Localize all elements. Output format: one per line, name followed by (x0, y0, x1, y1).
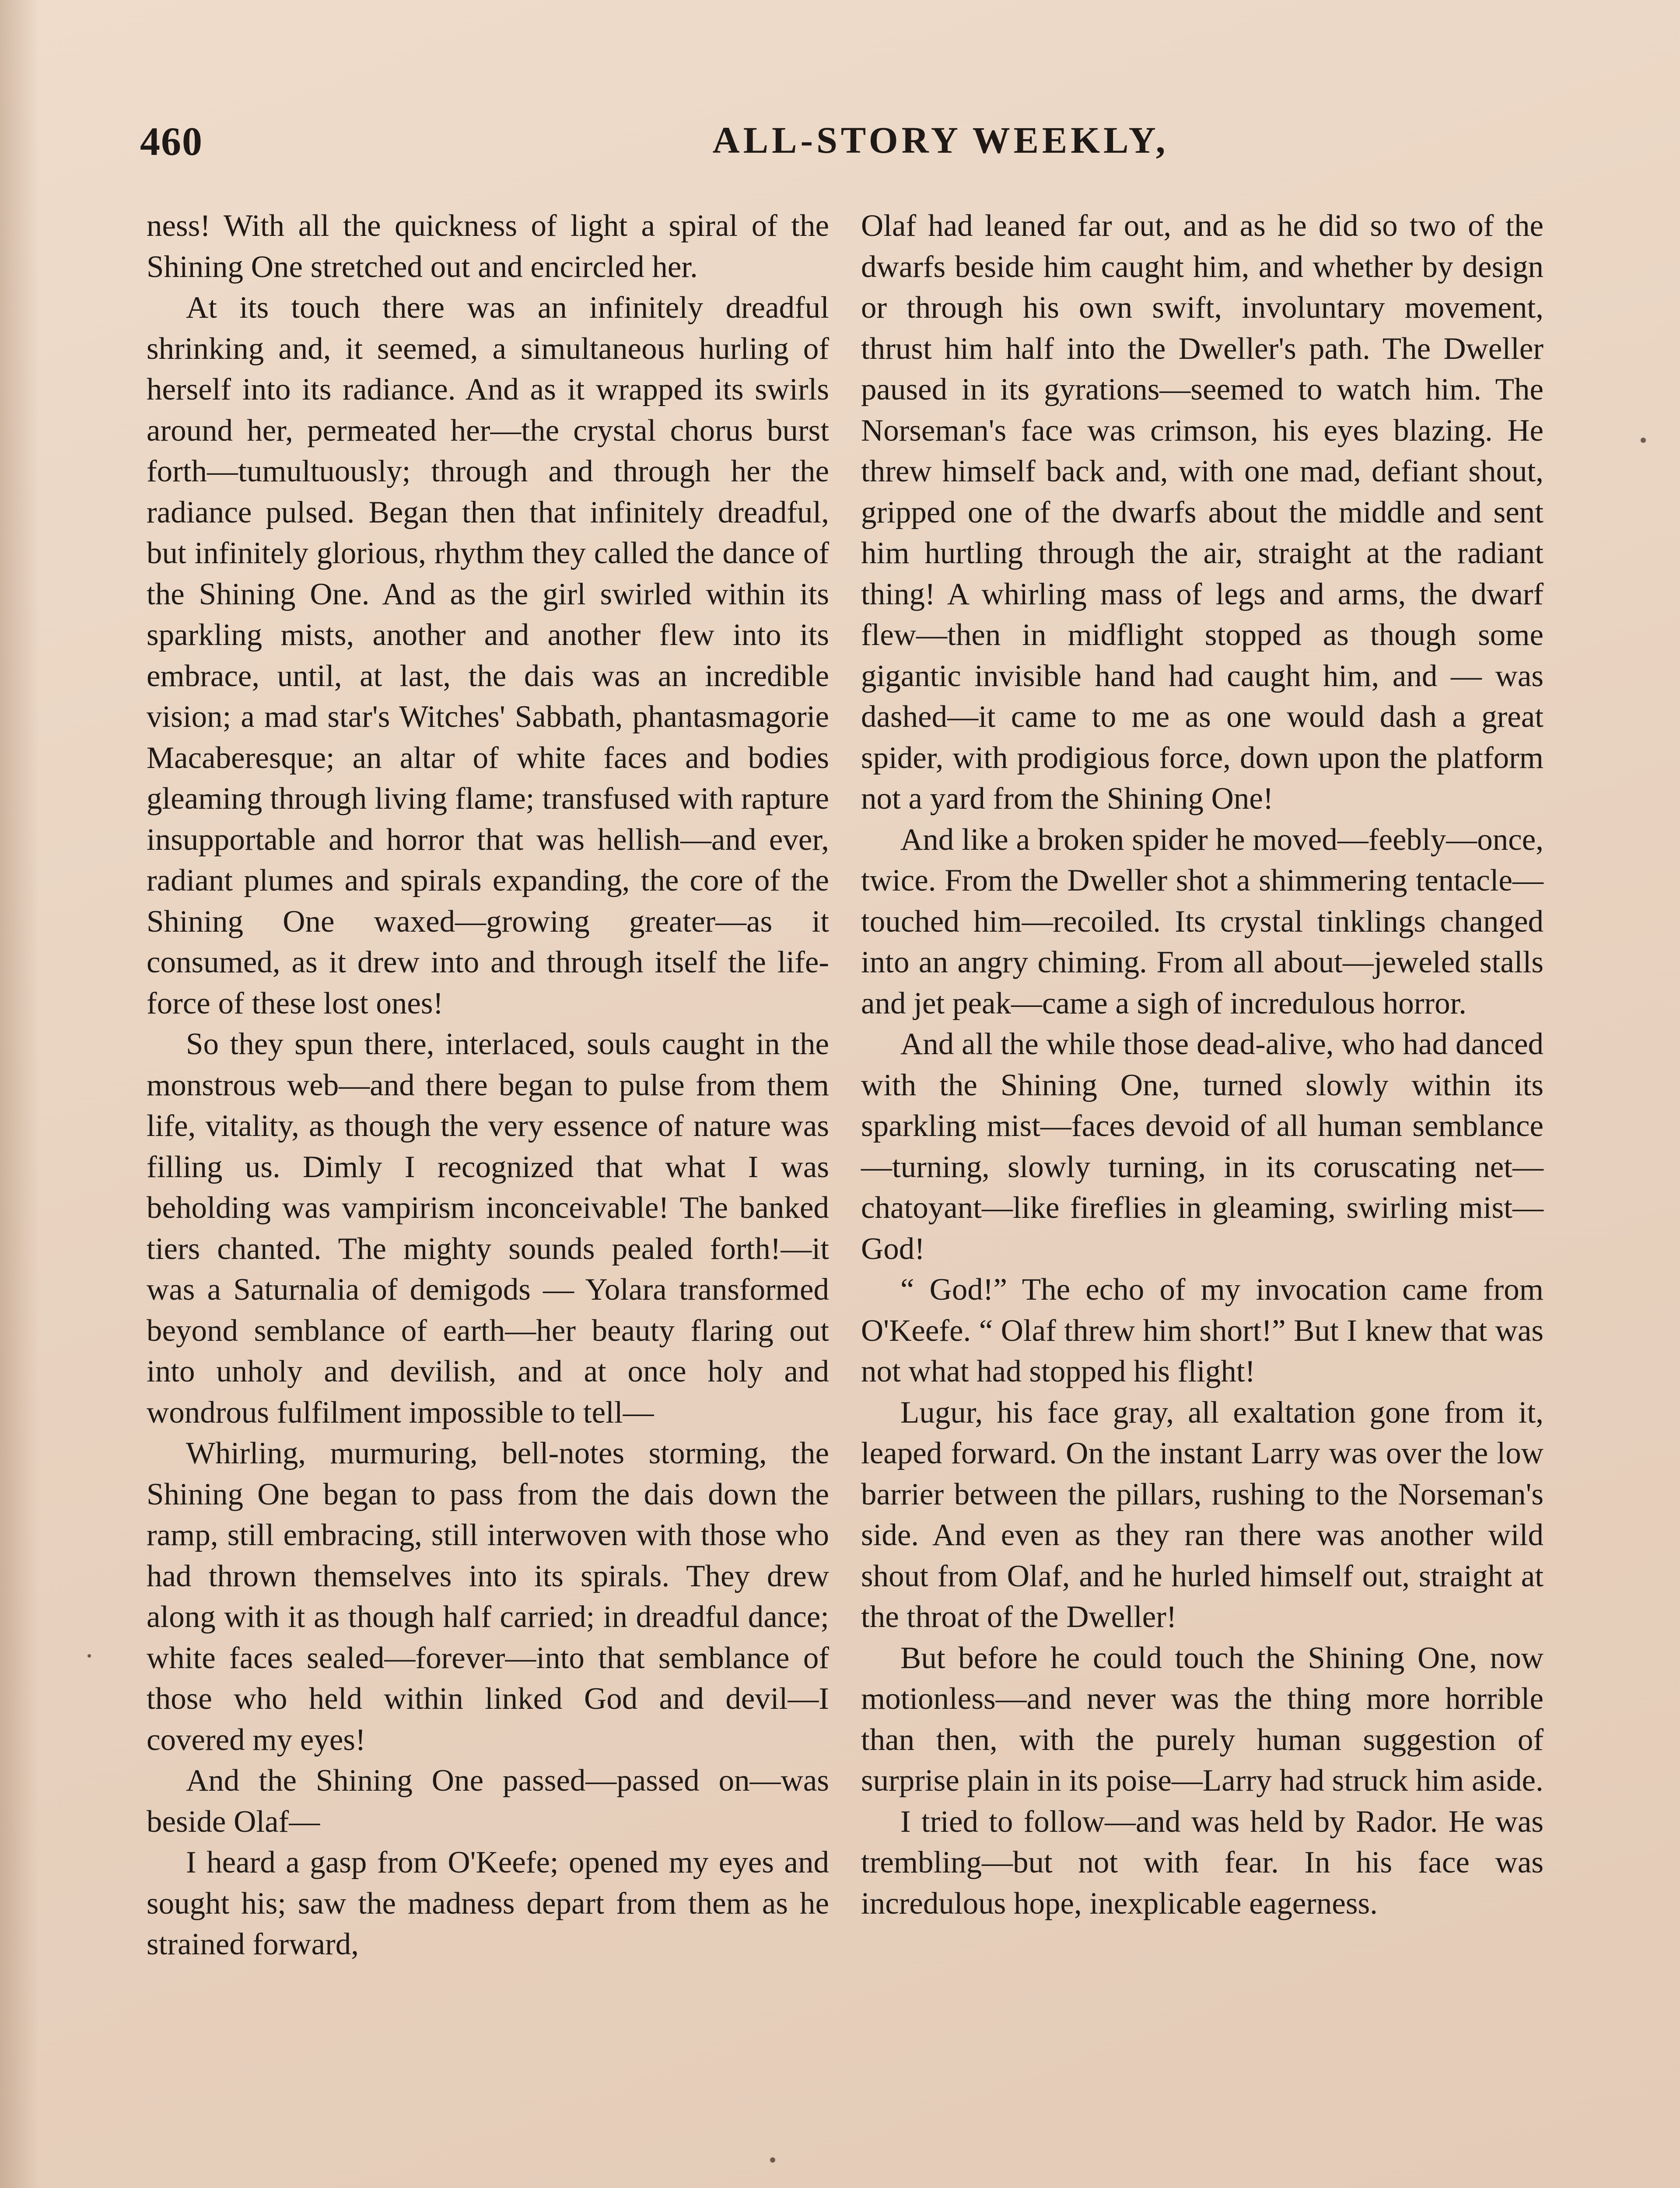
paragraph: But before he could touch the Shining One, now motionless—and never was the thing more horrible than then, with the purely human suggestion of surprise plain in its poise—Larry had struck him aside. (861, 1641, 1544, 1798)
paper-speck (88, 1654, 91, 1658)
paragraph: I tried to follow—and was held by Rador. He was trembling—but not with fear. In his face was incredulous hope, inexplicable eagerness. (861, 1804, 1544, 1921)
paragraph: Lugur, his face gray, all exaltation gone from it, leaped forward. On the instant Larry was over the low barrier between the pillars, rushing to the Norseman's side. And even as they ran there was another wild shout from Olaf, and he hurled himself out, straight at the throat of the Dweller! (861, 1395, 1544, 1634)
page-number: 460 (140, 119, 203, 164)
paragraph: And all the while those dead-alive, who had danced with the Shining One, turned slowly within its sparkling mist—faces devoid of all human semblance—turning, slowly turning, in its coruscating net—chatoyant—like fireflies in gleaming, swirling mist—God! (861, 1027, 1544, 1266)
paragraph: At its touch there was an infinitely dreadful shrinking and, it seemed, a simultaneous hurling of herself into its radiance. And as it wrapped its swirls around her, permeated her—the crystal chorus burst forth—tumultuously; through and through her the radiance pulsed. Began then that infinitely dreadful, but infinitely glorious, rhythm they called the dance of the Shining One. And as the girl swirled within its sparkling mists, another and another flew into its embrace, until, at last, the dais was an incredible vision; a mad star's Witches' Sabbath, phantasmagorie Macaberesque; an altar of white faces and bodies gleaming through living flame; transfused with rapture insupportable and horror that was hellish—and ever, radiant plumes and spirals expanding, the core of the Shining One waxed—growing greater—as it consumed, as it drew into and through itself the life-force of these lost ones! (147, 291, 829, 1020)
right-column (861, 206, 1544, 1924)
left-column (147, 206, 829, 1965)
paper-speck (770, 2157, 775, 2163)
page-header (0, 118, 1680, 184)
paragraph: “ God!” The echo of my invocation came from O'Keefe. “ Olaf threw him short!” But I knew that was not what had stopped his flight! (861, 1273, 1544, 1389)
page-edge-shadow (0, 0, 39, 2188)
paragraph: And like a broken spider he moved—feebly—once, twice. From the Dweller shot a shimmering tentacle—touched him—recoiled. Its crystal tinklings changed into an angry chiming. From all about—jeweled stalls and jet peak—came a sigh of incredulous horror. (861, 822, 1544, 1020)
paragraph: So they spun there, interlaced, souls caught in the monstrous web—and there began to pulse from them life, vitality, as though the very essence of nature was filling us. Dimly I recognized that what I was beholding was vampirism inconceivable! The banked tiers chanted. The mighty sounds pealed forth!—it was a Saturnalia of demigods — Yolara transformed beyond semblance of earth—her beauty flaring out into unholy and devilish, and at once holy and wondrous fulfilment impossible to tell— (147, 1027, 829, 1430)
paragraph: And the Shining One passed—passed on—was beside Olaf— (147, 1764, 829, 1839)
paragraph: I heard a gasp from O'Keefe; opened my eyes and sought his; saw the madness depart from them as he strained forward, (147, 1845, 829, 1961)
paragraph: Olaf had leaned far out, and as he did so two of the dwarfs beside him caught him, and whether by design or through his own swift, involuntary movement, thrust him half into the Dweller's path. The Dweller paused in its gyrations—seemed to watch him. The Norseman's face was crimson, his eyes blazing. He threw himself back and, with one mad, defiant shout, gripped one of the dwarfs about the middle and sent him hurtling through the air, straight at the radiant thing! A whirling mass of legs and arms, the dwarf flew—then in midflight stopped as though some gigantic invisible hand had caught him, and — was dashed—it came to me as one would dash a great spider, with prodigious force, down upon the platform not a yard from the Shining One! (861, 209, 1544, 816)
paper-speck (1641, 438, 1646, 443)
paragraph: ness! With all the quickness of light a spiral of the Shining One stretched out and encircled her. (147, 209, 829, 284)
running-title: ALL-STORY WEEKLY, (712, 119, 1169, 161)
paragraph: Whirling, murmuring, bell-notes storming, the Shining One began to pass from the dais down the ramp, still embracing, still interwoven with those who had thrown themselves into its spirals. They drew along with it as though half carried; in dreadful dance; white faces sealed—forever—into that semblance of those who held within linked God and devil—I covered my eyes! (147, 1436, 829, 1757)
